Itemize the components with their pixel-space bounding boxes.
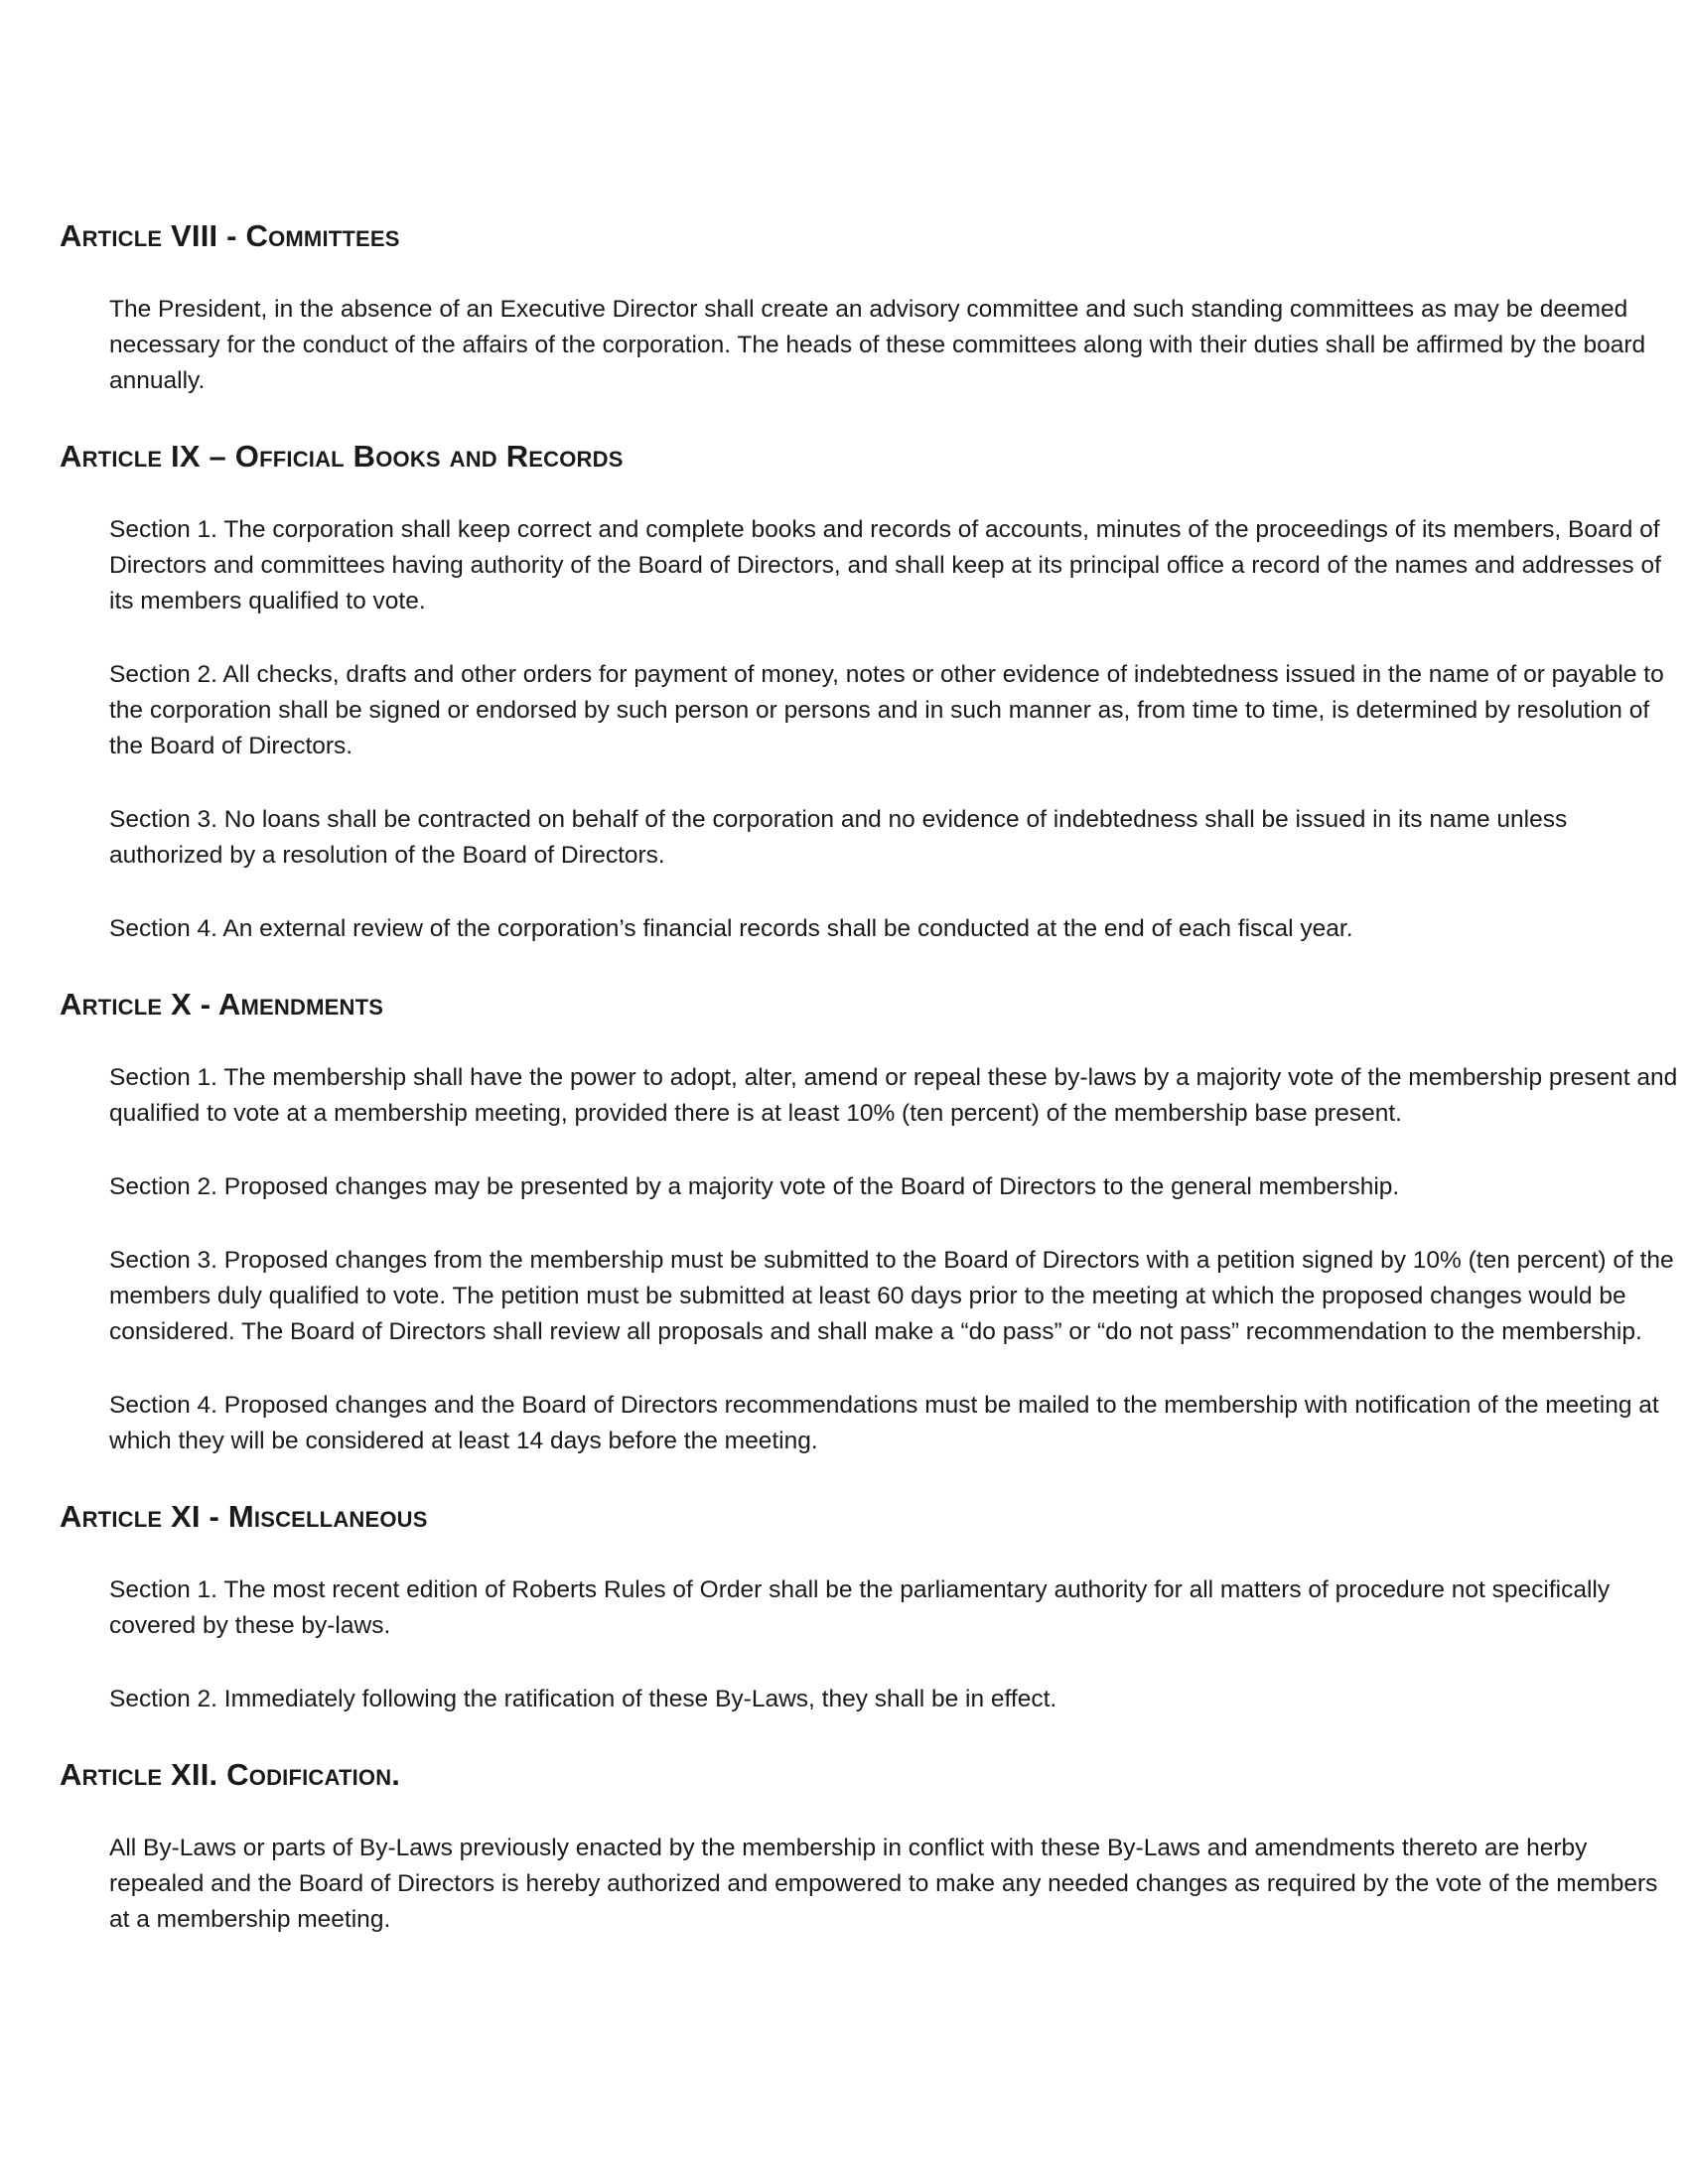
paragraph: Section 2. All checks, drafts and other orders for payment of money, notes or other evidence of indebtedness issued in the name of or payable to the corporation shall be signed or endorsed by such person or persons and in such manner as, from time to time, is determined by resolution of the Board of Directors. [109,661,1664,759]
article-heading: Article IX – Official Books and Records [60,439,624,474]
article-heading: Article VIII - Committees [60,218,400,253]
article-viii [60,216,1646,399]
paragraph: Section 1. The membership shall have the power to adopt, alter, amend or repeal these by-laws by a majority vote of the membership present and qualified to vote at a membership meeting, provided there is at least 10% (ten percent) of the membership base present. [109,1064,1678,1127]
paragraph: Section 1. The most recent edition of Roberts Rules of Order shall be the parliamentary authority for all matters of procedure not specifically covered by these by-laws. [109,1576,1611,1639]
paragraph: All By-Laws or parts of By-Laws previously enacted by the membership in conflict with these By-Laws and amendments thereto are herby repealed and the Board of Directors is hereby authorized and empowered to make any needed changes as required by the vote of the members at a membership meeting. [109,1835,1658,1933]
paragraph: Section 1. The corporation shall keep correct and complete books and records of accounts, minutes of the proceedings of its members, Board of Directors and committees having authority of the Board of Directors, and shall keep at its principal office a record of the names and addresses of its members qualified to vote. [109,516,1661,614]
article-heading: Article XII. Codification. [60,1757,401,1792]
article-heading: Article XI - Miscellaneous [60,1499,428,1534]
paragraph: Section 2. Immediately following the ratification of these By-Laws, they shall be in effect. [109,1686,1057,1712]
paragraph: Section 3. No loans shall be contracted on behalf of the corporation and no evidence of indebtedness shall be issued in its name unless authorized by a resolution of the Board of Directors. [109,806,1568,869]
article-body [109,1060,1678,1459]
article-xii [60,1755,1658,1938]
article-xi [60,1497,1628,1717]
article-body [109,1831,1678,1938]
article-heading: Article X - Amendments [60,987,384,1022]
paragraph: Section 2. Proposed changes may be presented by a majority vote of the Board of Directors to the general membership. [109,1173,1400,1200]
article-body [109,512,1678,947]
article-ix [60,437,1664,947]
article-body [109,1572,1678,1717]
article-body [109,292,1678,399]
paragraph: Section 4. An external review of the corporation’s financial records shall be conducted at the end of each fiscal year. [109,915,1353,942]
article-x [60,985,1678,1459]
paragraph: The President, in the absence of an Executive Director shall create an advisory committee and such standing committees as may be deemed necessary for the conduct of the affairs of the corporation. The heads of these committees along with their duties shall be affirmed by the board annually. [109,296,1646,394]
paragraph: Section 3. Proposed changes from the membership must be submitted to the Board of Directors with a petition signed by 10% (ten percent) of the members duly qualified to vote. The petition must be submitted at least 60 days prior to the meeting at which the proposed changes would be considered. The Board of Directors shall review all proposals and shall make a “do pass” or “do not pass” recommendation to the membership. [109,1247,1674,1345]
paragraph: Section 4. Proposed changes and the Board of Directors recommendations must be mailed to the membership with notification of the meeting at which they will be considered at least 14 days before the meeting. [109,1392,1659,1454]
